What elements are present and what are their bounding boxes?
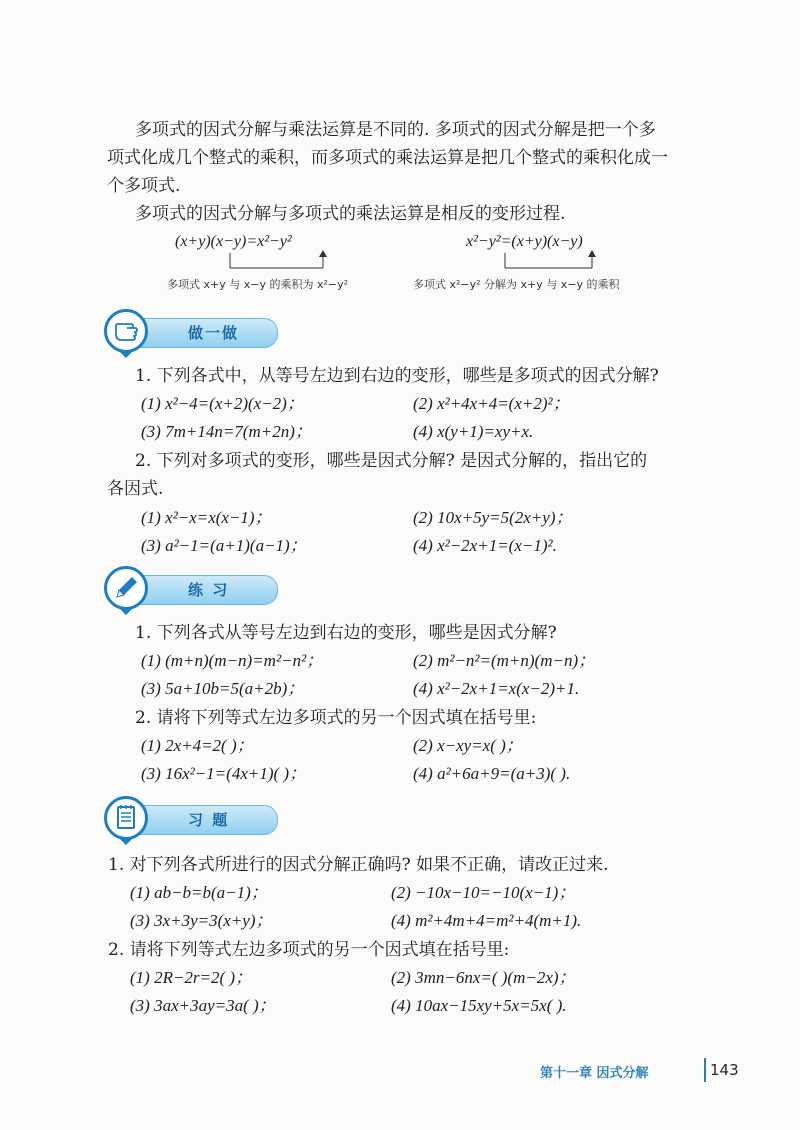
- section-title-lian: 练 习: [188, 581, 230, 599]
- diagram-left-formula: (x+y)(x−y)=x²−y²: [175, 233, 292, 250]
- section-pointer: [119, 351, 133, 358]
- zuo-q2-1: (1) x²−x=x(x−1)；: [141, 508, 272, 527]
- xi-q1: 1. 对下列各式所进行的因式分解正确吗? 如果不正确，请改正过来.: [108, 855, 609, 875]
- intro-line-4: 多项式的因式分解与多项式的乘法运算是相反的变形过程.: [135, 204, 566, 224]
- xi-q1-3: (3) 3x+3y=3(x+y)；: [130, 911, 273, 930]
- lian-q2-1: (1) 2x+4=2( )；: [141, 736, 254, 755]
- xi-q2: 2. 请将下列等式左边多项式的另一个因式填在括号里:: [108, 940, 510, 960]
- hand-icon: [104, 309, 148, 353]
- section-header-lian: [104, 566, 276, 612]
- footer-divider: [704, 1058, 706, 1082]
- xi-q1-1: (1) ab−b=b(a−1)；: [130, 883, 268, 902]
- diagram-right-caption: 多项式 x²−y² 分解为 x+y 与 x−y 的乘积: [413, 278, 620, 291]
- diagram-left-caption: 多项式 x+y 与 x−y 的乘积为 x²−y²: [167, 278, 349, 291]
- lian-q1-4: (4) x²−2x+1=x(x−2)+1.: [413, 679, 580, 698]
- zuo-q2-a: 2. 下列对多项式的变形，哪些是因式分解? 是因式分解的，指出它的: [135, 451, 648, 471]
- section-pointer: [119, 838, 133, 845]
- lian-q2-3: (3) 16x²−1=(4x+1)( )；: [141, 764, 307, 783]
- lian-q1-3: (3) 5a+10b=5(a+2b)；: [141, 679, 305, 698]
- section-pointer: [119, 608, 133, 615]
- section-title-zuo: 做一做: [188, 324, 240, 342]
- zuo-q2-3: (3) a²−1=(a+1)(a−1)；: [141, 536, 307, 555]
- lian-q1: 1. 下列各式从等号左边到右边的变形，哪些是因式分解?: [135, 623, 557, 643]
- footer-chapter: 第十一章 因式分解: [540, 1066, 649, 1081]
- intro-line-1: 多项式的因式分解与乘法运算是不同的. 多项式的因式分解是把一个多: [135, 120, 656, 140]
- zuo-q1-2: (2) x²+4x+4=(x+2)²；: [413, 394, 570, 413]
- zuo-q1: 1. 下列各式中，从等号左边到右边的变形，哪些是多项式的因式分解?: [135, 366, 659, 386]
- xi-q2-4: (4) 10ax−15xy+5x=5x( ).: [391, 996, 567, 1015]
- xi-q1-4: (4) m²+4m+4=m²+4(m+1).: [391, 911, 582, 930]
- zuo-q2-b: 各因式.: [107, 479, 164, 499]
- zuo-q2-2: (2) 10x+5y=5(2x+y)；: [413, 508, 573, 527]
- lian-q2: 2. 请将下列等式左边多项式的另一个因式填在括号里:: [135, 708, 537, 728]
- zuo-q1-4: (4) x(y+1)=xy+x.: [413, 422, 534, 441]
- section-header-xi: [104, 796, 276, 842]
- lian-q2-4: (4) a²+6a+9=(a+3)( ).: [413, 764, 571, 783]
- xi-q2-3: (3) 3ax+3ay=3a( )；: [130, 996, 276, 1015]
- section-title-xi: 习 题: [188, 811, 230, 829]
- notebook-icon: [104, 796, 148, 840]
- pencil-icon: [104, 566, 148, 610]
- lian-q1-1: (1) (m+n)(m−n)=m²−n²；: [141, 651, 324, 670]
- lian-q1-2: (2) m²−n²=(m+n)(m−n)；: [413, 651, 596, 670]
- xi-q2-2: (2) 3mn−6nx=( )(m−2x)；: [391, 968, 576, 987]
- intro-line-2: 项式化成几个整式的乘积，而多项式的乘法运算是把几个整式的乘积化成一: [107, 148, 668, 168]
- page-number: 143: [710, 1061, 739, 1079]
- lian-q2-2: (2) x−xy=x( )；: [413, 736, 523, 755]
- zuo-q1-3: (3) 7m+14n=7(m+2n)；: [141, 422, 312, 441]
- zuo-q1-1: (1) x²−4=(x+2)(x−2)；: [141, 394, 304, 413]
- xi-q1-2: (2) −10x−10=−10(x−1)；: [391, 883, 576, 902]
- intro-line-3: 个多项式.: [107, 176, 181, 196]
- section-header-zuo: [104, 309, 276, 355]
- xi-q2-1: (1) 2R−2r=2( )；: [130, 968, 253, 987]
- zuo-q2-4: (4) x²−2x+1=(x−1)².: [413, 536, 557, 555]
- diagram-right-formula: x²−y²=(x+y)(x−y): [466, 233, 583, 250]
